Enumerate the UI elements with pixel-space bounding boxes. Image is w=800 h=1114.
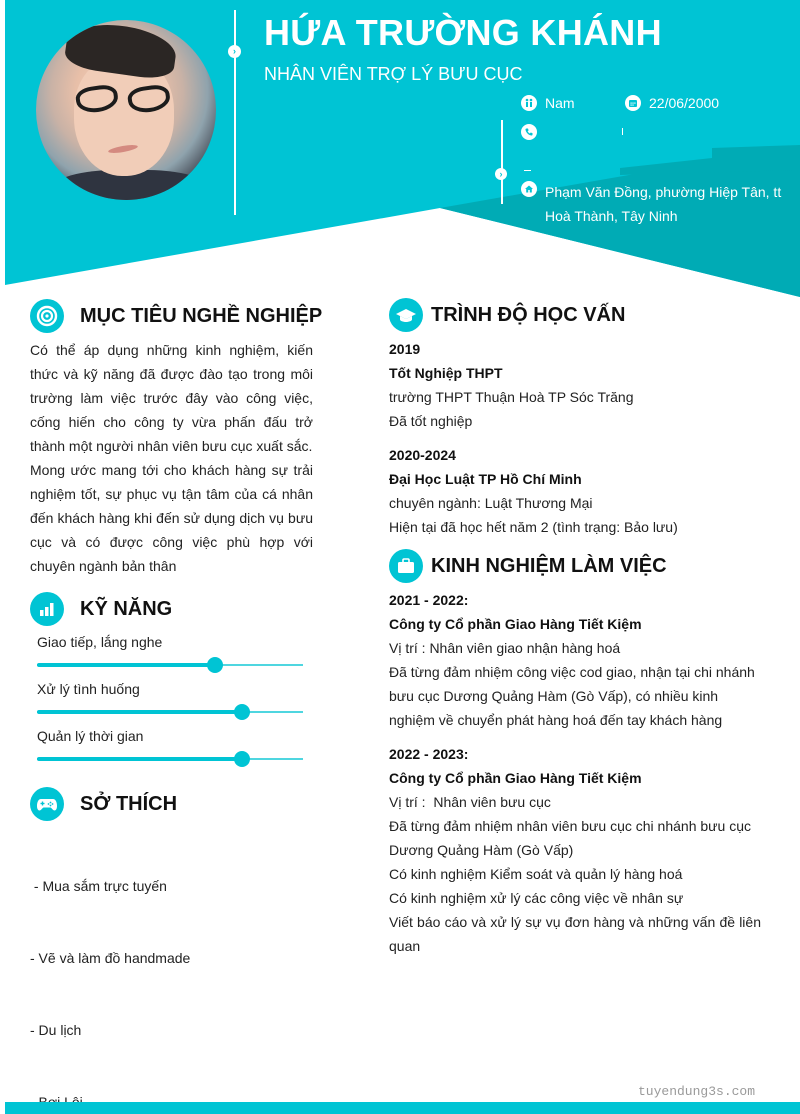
contact-timeline-line	[501, 120, 503, 204]
section-title: KINH NGHIỆM LÀM VIỆC	[431, 554, 667, 577]
experience-company: Công ty Cổ phần Giao Hàng Tiết Kiệm	[389, 770, 642, 786]
experience-detail: Đã từng đảm nhiệm nhân viên bưu cục chi nhánh bưu cục Dương Quảng Hàm (Gò Vấp)	[389, 818, 751, 858]
target-icon	[30, 299, 64, 333]
header	[0, 0, 800, 300]
hobby-item: - Mua sắm trực tuyến	[30, 878, 167, 894]
experience-detail: Có kinh nghiệm Kiểm soát và quản lý hàng hoá	[389, 866, 683, 882]
education-school: Tốt Nghiệp THPT	[389, 365, 503, 381]
education-detail: Hiện tại đã học hết năm 2 (tình trạng: Bảo lưu)	[389, 519, 678, 535]
phone-icon	[521, 124, 537, 140]
section-education-header	[389, 298, 625, 332]
redacted-mark	[622, 128, 623, 135]
experience-detail: Viết báo cáo và xử lý sự vụ đơn hàng và những vấn đề liên quan	[389, 914, 761, 954]
hobby-item: - Vẽ và làm đồ handmade	[30, 950, 191, 966]
section-career-objective-header	[30, 299, 322, 333]
education-period: 2020-2024	[389, 447, 456, 463]
skill-bar	[37, 710, 303, 714]
skill-level-knob	[207, 657, 223, 673]
education-list	[389, 337, 761, 539]
education-detail: trường THPT Thuận Hoà TP Sóc Trăng	[389, 389, 634, 405]
education-period: 2019	[389, 341, 421, 357]
skill-item	[37, 634, 303, 667]
skill-label: Quản lý thời gian	[37, 728, 144, 744]
paragraph: Mong ước mang tới cho khách hàng sự trải nghiệm tốt, sự phục vụ tận tâm của cá nhân đến khách hàng khi đến sử dụng dịch vụ bưu cục và có được công việc phù hợp với chuyên ngành bản thân	[30, 462, 313, 574]
candidate-name: HỨA TRƯỜNG KHÁNH	[264, 12, 662, 53]
gender-icon	[521, 95, 537, 111]
graduation-cap-icon	[389, 298, 423, 332]
education-detail: chuyên ngành: Luật Thương Mại	[389, 495, 593, 511]
experience-company: Công ty Cổ phần Giao Hàng Tiết Kiệm	[389, 616, 642, 632]
gender-info	[521, 95, 575, 111]
timeline-line	[234, 10, 236, 215]
gamepad-icon	[30, 787, 64, 821]
home-icon	[521, 181, 537, 197]
skill-level-knob	[234, 704, 250, 720]
experience-period: 2022 - 2023:	[389, 746, 469, 762]
experience-detail: Vị trí : Nhân viên giao nhận hàng hoá	[389, 640, 621, 656]
bar-chart-icon	[30, 592, 64, 626]
skill-bar	[37, 757, 303, 761]
redacted-mark	[524, 170, 531, 171]
footer-bar	[5, 1102, 800, 1114]
gender-value: Nam	[545, 95, 575, 111]
section-experience-header	[389, 549, 667, 583]
section-title: KỸ NĂNG	[80, 597, 173, 620]
career-objective-text	[30, 338, 313, 578]
education-school: Đại Học Luật TP Hồ Chí Minh	[389, 471, 582, 487]
section-title: TRÌNH ĐỘ HỌC VẤN	[431, 303, 626, 326]
skill-label: Giao tiếp, lắng nghe	[37, 634, 163, 650]
hobby-item: - Du lịch	[30, 1022, 82, 1038]
education-entry	[389, 443, 761, 539]
address-value: Phạm Văn Đồng, phường Hiệp Tân, tt Hoà Thành, Tây Ninh	[545, 184, 782, 224]
section-skills-header	[30, 592, 172, 626]
calendar-icon	[625, 95, 641, 111]
address-icon-wrap	[521, 181, 545, 197]
experience-list	[389, 588, 761, 958]
experience-detail: Đã từng đảm nhiệm công việc cod giao, nhận tại chi nhánh bưu cục Dương Quảng Hàm (Gò Vấp), có nhiều kinh nghiệm về chuyển phát hàng hoá đến tay khách hàng	[389, 664, 755, 728]
watermark: tuyendung3s.com	[638, 1084, 756, 1099]
birthday-value: 22/06/2000	[649, 95, 720, 111]
chevron-right-icon: ›	[228, 45, 241, 58]
experience-detail: Vị trí : Nhân viên bưu cục	[389, 794, 551, 810]
briefcase-icon	[389, 549, 423, 583]
paragraph: Có thể áp dụng những kinh nghiệm, kiến thức và kỹ năng đã được đào tạo trong môi trường làm việc trước đây vào công việc, cống hiến cho công ty vừa phấn đấu trở thành một người nhân viên bưu cục xuất sắc.	[30, 342, 313, 454]
experience-detail: Có kinh nghiệm xử lý các công việc về nhân sự	[389, 890, 684, 906]
section-hobbies-header	[30, 787, 177, 821]
section-title: SỞ THÍCH	[80, 792, 178, 815]
skill-item	[37, 728, 303, 761]
job-title: NHÂN VIÊN TRỢ LÝ BƯU CỤC	[264, 64, 523, 84]
experience-entry	[389, 588, 761, 732]
section-title: MỤC TIÊU NGHỀ NGHIỆP	[80, 304, 323, 327]
birthday-info	[625, 95, 719, 111]
skill-bar	[37, 663, 303, 667]
education-detail: Đã tốt nghiệp	[389, 413, 473, 429]
education-entry	[389, 337, 761, 433]
skill-item	[37, 681, 303, 714]
chevron-right-icon: ›	[495, 168, 507, 180]
phone-info	[521, 124, 545, 140]
experience-period: 2021 - 2022:	[389, 592, 469, 608]
skill-label: Xử lý tình huống	[37, 681, 140, 697]
hobbies-list	[30, 826, 190, 1114]
skill-level-knob	[234, 751, 250, 767]
experience-entry	[389, 742, 761, 958]
avatar	[36, 20, 216, 200]
